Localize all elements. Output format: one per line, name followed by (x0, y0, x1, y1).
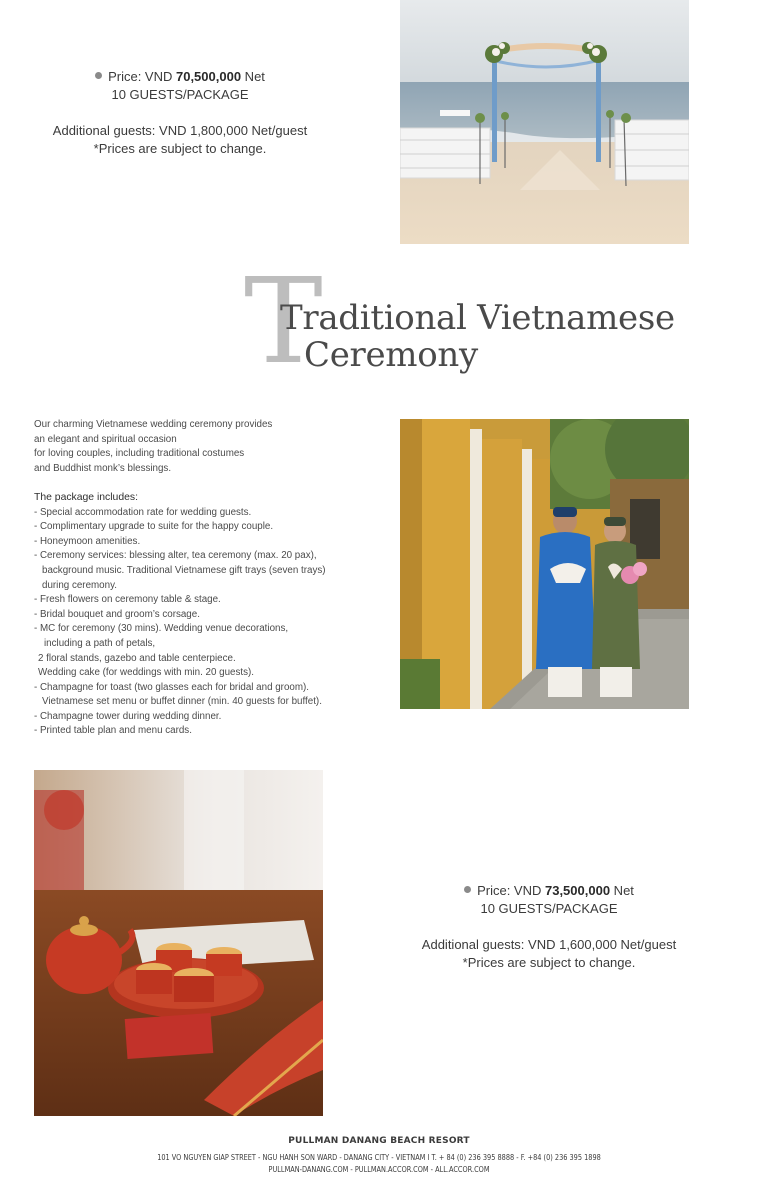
bullet-icon (95, 72, 102, 79)
list-item: - Ceremony services: blessing alter, tea ceremony (max. 20 pax), (34, 550, 317, 562)
package-1-additional-guests: Additional guests: VND 1,800,000 Net/guest (52, 123, 308, 138)
package-2-price-note: *Prices are subject to change. (462, 955, 636, 970)
package-2-price-value: 73,500,000 (544, 883, 611, 898)
beach-ceremony-photo (400, 0, 689, 244)
list-item: - Champagne for toast (two glasses each for bridal and groom). (34, 681, 309, 693)
list-item: - Printed table plan and menu cards. (34, 725, 192, 737)
list-item: - Complimentary upgrade to suite for the happy couple. (34, 521, 274, 533)
decorative-initial: T (244, 252, 323, 390)
ceremony-description (34, 418, 364, 739)
resort-address: 101 VO NGUYEN GIAP STREET - NGU HANH SON WARD - DANANG CITY - VIETNAM I T. + 84 (0) 236 395 8888 - F. +84 (0) 236 395 1898 (157, 1153, 601, 1162)
list-item: - Champagne tower during wedding dinner. (34, 710, 222, 722)
footer (0, 1135, 758, 1175)
resort-websites: PULLMAN-DANANG.COM - PULLMAN.ACCOR.COM - ALL.ACCOR.COM (268, 1165, 490, 1174)
list-item: - Bridal bouquet and groom’s corsage. (34, 608, 200, 620)
intro-line: for loving couples, including traditional costumes (34, 448, 245, 460)
package-1-price: Price: VND 70,500,000 Net (30, 68, 330, 86)
list-item: - MC for ceremony (30 mins). Wedding venue decorations, (34, 623, 289, 635)
package-1-price-note: *Prices are subject to change. (93, 141, 267, 156)
package-2-additional-guests: Additional guests: VND 1,600,000 Net/guest (421, 937, 677, 952)
bullet-icon (464, 886, 471, 893)
intro-line: an elegant and spiritual occasion (34, 433, 177, 445)
list-item: - Fresh flowers on ceremony table & stage. (34, 594, 221, 606)
package-1-price-block (30, 68, 330, 158)
list-item: Wedding cake (for weddings with min. 20 guests). (38, 667, 255, 679)
intro-line: and Buddhist monk’s blessings. (34, 462, 172, 474)
package-2-price-block (394, 882, 704, 972)
package-1-guests: 10 GUESTS/PACKAGE (111, 87, 249, 102)
package-items-list (34, 506, 364, 740)
package-heading: The package includes: (34, 491, 138, 503)
page-title-line-1: Traditional Vietnamese (280, 298, 675, 338)
list-item: - Special accommodation rate for wedding guests. (34, 506, 252, 518)
list-item: background music. Traditional Vietnamese gift trays (seven trays) (42, 564, 326, 576)
couple-traditional-costume-photo (400, 419, 689, 709)
resort-name: PULLMAN DANANG BEACH RESORT (288, 1136, 470, 1146)
list-item: 2 floral stands, gazebo and table centerpiece. (38, 652, 236, 664)
package-2-price: Price: VND 73,500,000 Net (394, 882, 704, 900)
list-item: - Honeymoon amenities. (34, 535, 141, 547)
tea-ceremony-photo (34, 770, 323, 1116)
list-item: during ceremony. (42, 579, 117, 591)
list-item: including a path of petals, (44, 637, 156, 649)
package-1-price-value: 70,500,000 (175, 69, 242, 84)
package-2-guests: 10 GUESTS/PACKAGE (480, 901, 618, 916)
intro-line: Our charming Vietnamese wedding ceremony provides (34, 419, 273, 430)
page-title-line-2: Ceremony (304, 335, 478, 375)
list-item: Vietnamese set menu or buffet dinner (min. 40 guests for buffet). (42, 696, 322, 708)
